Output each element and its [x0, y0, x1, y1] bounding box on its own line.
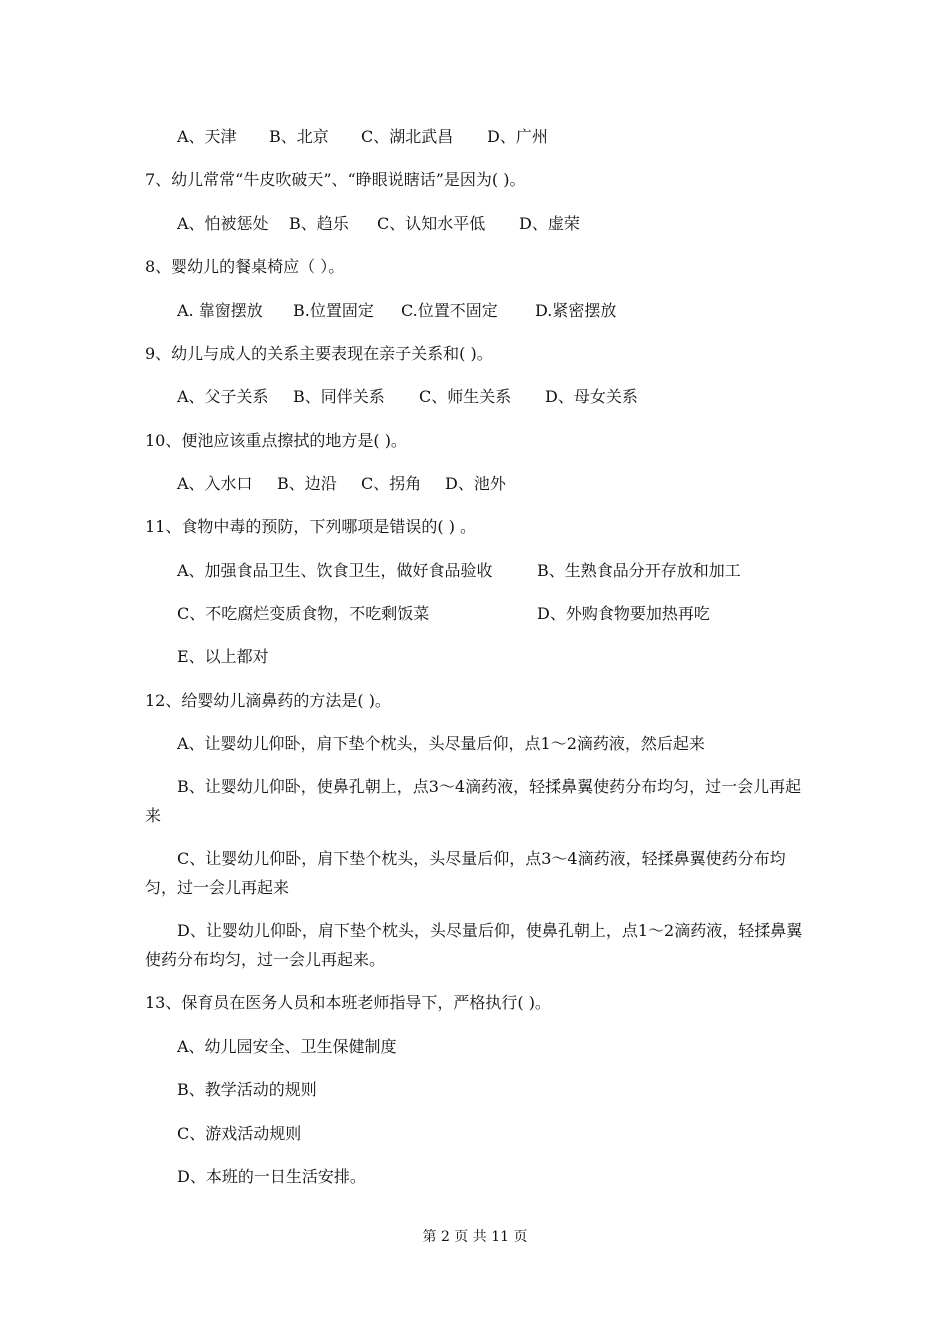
q13-stem: 13、保育员在医务人员和本班老师指导下，严格执行( )。	[145, 993, 551, 1012]
q9-option-c: C、师生关系	[419, 387, 512, 406]
q11-option-d: D、外购食物要加热再吃	[537, 604, 710, 623]
q9-option-b: B、同伴关系	[293, 387, 385, 406]
q7-option-a: A、怕被惩处	[177, 214, 269, 233]
q8-option-a: A. 靠窗摆放	[177, 301, 263, 320]
q10-option-a: A、入水口	[177, 474, 253, 493]
q11-option-e: E、以上都对	[177, 647, 269, 666]
page-number-footer: 第 2 页 共 11 页	[422, 1229, 528, 1245]
q13-option-d: D、本班的一日生活安排。	[177, 1167, 366, 1186]
q13-option-b: B、教学活动的规则	[177, 1080, 317, 1099]
q8-options	[177, 301, 616, 321]
q8-option-b: B.位置固定	[293, 301, 374, 320]
q6-option-d: D、广州	[487, 127, 548, 146]
q7-option-c: C、认知水平低	[377, 214, 486, 233]
q8-stem: 8、婴幼儿的餐桌椅应（ ）。	[145, 257, 345, 276]
q11-options-row-1	[177, 561, 741, 581]
q12-option-b: B、让婴幼儿仰卧，使鼻孔朝上，点3～4滴药液，轻揉鼻翼使药分布均匀，过一会儿再起来	[145, 777, 802, 825]
q6-option-c: C、湖北武昌	[361, 127, 454, 146]
q10-options	[177, 474, 506, 494]
q13-option-c: C、游戏活动规则	[177, 1124, 302, 1143]
q10-option-c: C、拐角	[361, 474, 422, 493]
q11-option-c: C、不吃腐烂变质食物，不吃剩饭菜	[177, 604, 430, 623]
q9-option-d: D、母女关系	[545, 387, 638, 406]
q11-option-b: B、生熟食品分开存放和加工	[537, 561, 741, 580]
q10-option-d: D、池外	[445, 474, 506, 493]
q12-option-a: A、让婴幼儿仰卧，肩下垫个枕头，头尽量后仰，点1～2滴药液，然后起来	[177, 734, 705, 753]
q6-option-b: B、北京	[269, 127, 329, 146]
q12-option-c: C、让婴幼儿仰卧，肩下垫个枕头，头尽量后仰，点3～4滴药液，轻揉鼻翼使药分布均匀，过一会儿再起来	[145, 849, 786, 897]
q9-stem: 9、幼儿与成人的关系主要表现在亲子关系和( )。	[145, 344, 493, 363]
q11-options-row-2	[177, 604, 710, 624]
q6-option-a: A、天津	[177, 127, 237, 146]
q10-option-b: B、边沿	[277, 474, 337, 493]
q11-stem: 11、食物中毒的预防，下列哪项是错误的( ) 。	[145, 517, 477, 536]
q8-option-d: D.紧密摆放	[535, 301, 617, 320]
q8-option-c: C.位置不固定	[401, 301, 498, 320]
q7-option-b: B、趋乐	[289, 214, 349, 233]
q7-stem: 7、幼儿常常“牛皮吹破天”、“睁眼说瞎话”是因为( )。	[145, 170, 526, 189]
q6-options	[177, 127, 548, 147]
q10-stem: 10、便池应该重点擦拭的地方是( )。	[145, 431, 407, 450]
q11-option-a: A、加强食品卫生、饮食卫生，做好食品验收	[177, 561, 493, 580]
q9-option-a: A、父子关系	[177, 387, 269, 406]
q7-option-d: D、虚荣	[519, 214, 580, 233]
q12-stem: 12、给婴幼儿滴鼻药的方法是( )。	[145, 691, 391, 710]
q12-option-d: D、让婴幼儿仰卧，肩下垫个枕头，头尽量后仰，使鼻孔朝上，点1～2滴药液，轻揉鼻翼使药分布均匀，过一会儿再起来。	[145, 921, 803, 969]
q9-options	[177, 387, 638, 407]
q13-option-a: A、幼儿园安全、卫生保健制度	[177, 1037, 397, 1056]
q7-options	[177, 214, 580, 234]
